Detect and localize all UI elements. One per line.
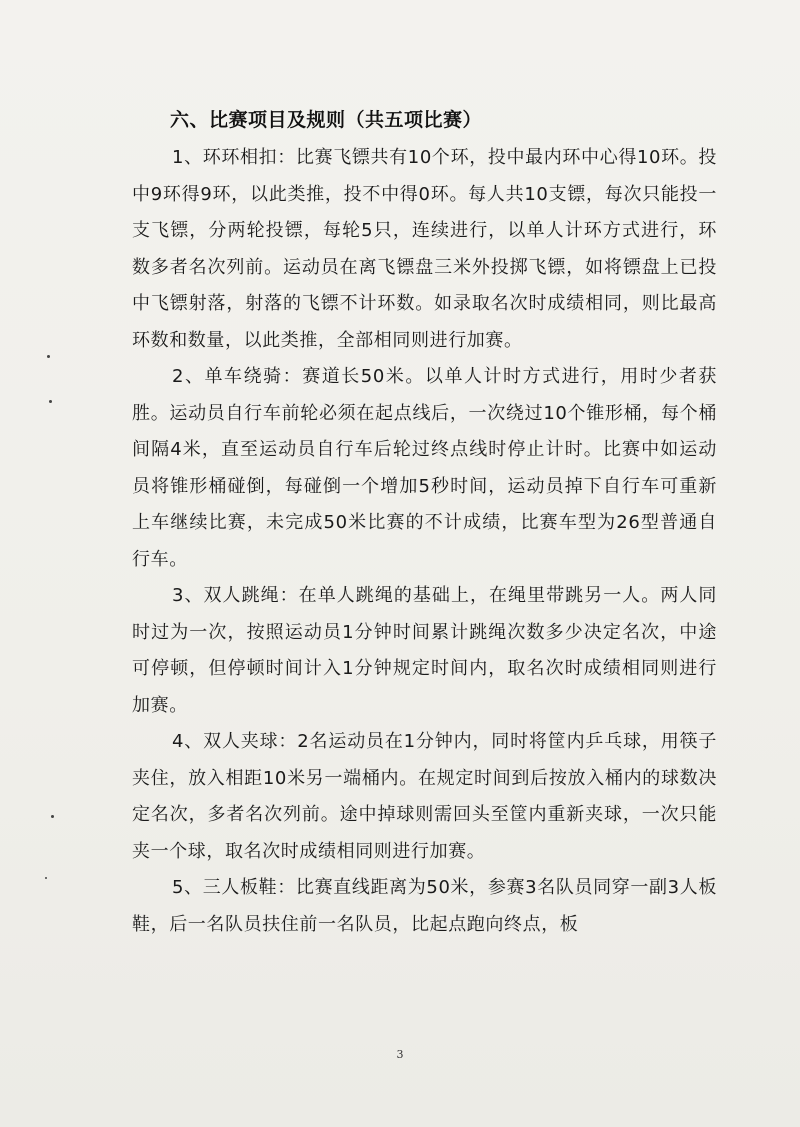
rule-paragraph-3: 3、双人跳绳：在单人跳绳的基础上，在绳里带跳另一人。两人同时过为一次，按照运动员1分钟时间累计跳绳次数多少决定名次，中途可停顿，但停顿时间计入1分钟规定时间内，取名次时成绩相同则进行加赛。 (132, 585, 717, 716)
rule-paragraph-2: 2、单车绕骑：赛道长50米。以单人计时方式进行，用时少者获胜。运动员自行车前轮必须在起点线后，一次绕过10个锥形桶，每个桶间隔4米，直至运动员自行车后轮过终点线时停止计时。比赛中如运动员将锥形桶碰倒，每碰倒一个增加5秒时间，运动员掉下自行车可重新上车继续比赛，未完成50米比赛的不计成绩，比赛车型为26型普通自行车。 (132, 366, 717, 570)
scan-speck (51, 815, 54, 818)
scan-speck (49, 400, 52, 403)
rule-paragraph-5: 5、三人板鞋：比赛直线距离为50米，参赛3名队员同穿一副3人板鞋，后一名队员扶住前一名队员，比起点跑向终点，板 (132, 877, 717, 935)
page-number: 3 (396, 1048, 404, 1061)
document-body (132, 100, 717, 943)
section-heading: 六、比赛项目及规则（共五项比赛） (170, 109, 483, 131)
scan-speck (47, 355, 50, 358)
rule-paragraph-4: 4、双人夹球：2名运动员在1分钟内，同时将筐内乒乓球，用筷子夹住，放入相距10米另一端桶内。在规定时间到后按放入桶内的球数决定名次，多者名次列前。途中掉球则需回头至筐内重新夹球，一次只能夹一个球，取名次时成绩相同则进行加赛。 (132, 731, 717, 862)
rule-paragraph-1: 1、环环相扣：比赛飞镖共有10个环，投中最内环中心得10环。投中9环得9环，以此类推，投不中得0环。每人共10支镖，每次只能投一支飞镖，分两轮投镖，每轮5只，连续进行，以单人计环方式进行，环数多者名次列前。运动员在离飞镖盘三米外投掷飞镖，如将镖盘上已投中飞镖射落，射落的飞镖不计环数。如录取名次时成绩相同，则比最高环数和数量，以此类推，全部相同则进行加赛。 (132, 147, 717, 351)
scan-speck (45, 877, 47, 879)
